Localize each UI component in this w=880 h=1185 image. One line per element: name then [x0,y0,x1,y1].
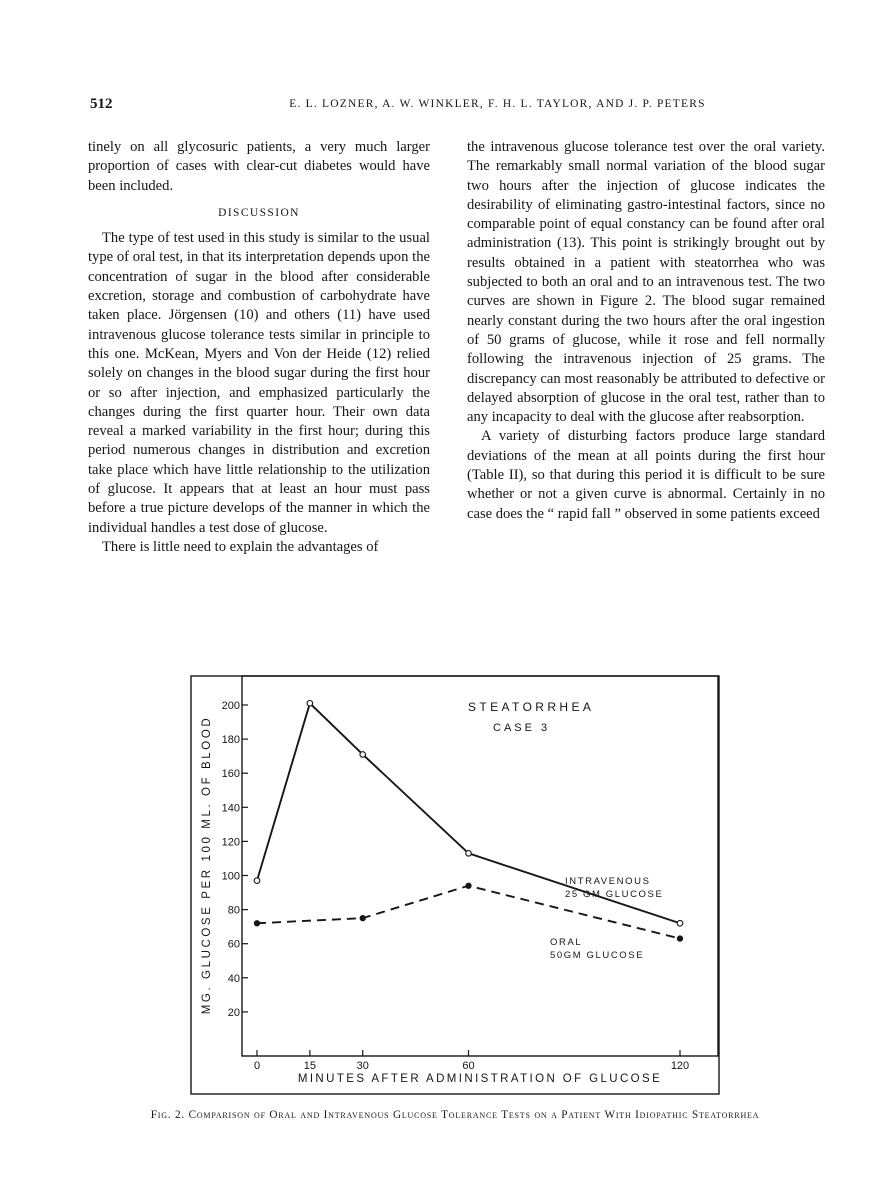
series-point-0 [360,752,366,758]
running-head: E. L. LOZNER, A. W. WINKLER, F. H. L. TAYLOR, AND J. P. PETERS [289,98,706,110]
figure-caption [150,1107,760,1124]
page-header [90,96,825,118]
series-label-0-line2: 25 GM GLUCOSE [565,889,664,900]
series-point-0 [307,700,313,706]
series-label-0-line1: INTRAVENOUS [565,876,651,887]
plot-box [242,676,718,1056]
left-para-continued: tinely on all glycosuric patients, a very much larger proportion of cases with clear-cut diabetes would have been included. [88,139,430,194]
y-tick-label: 40 [227,972,240,985]
caption-lead: Fig. 2. [150,1109,185,1121]
y-tick-label: 180 [221,734,240,747]
series-point-0 [677,920,683,926]
y-tick-label: 80 [227,904,240,917]
y-tick-label: 120 [221,836,240,849]
figure-2 [190,675,720,1095]
x-tick-label: 15 [303,1060,316,1072]
series-label-1-line2: 50GM GLUCOSE [550,950,645,961]
series-point-1 [360,916,365,921]
glucose-tolerance-chart [190,675,720,1095]
series-point-1 [254,921,259,926]
left-para-2: There is little need to explain the advantages of [102,538,379,555]
x-tick-label: 30 [356,1060,369,1072]
y-tick-label: 100 [221,870,240,883]
series-point-1 [466,883,471,888]
y-tick-label: 20 [227,1006,240,1019]
y-tick-label: 140 [221,802,240,815]
section-heading-discussion: DISCUSSION [218,206,300,219]
right-para-continued: the intravenous glucose tolerance test over the oral variety. The remarkably small normal variation of the blood sugar two hours after the injection of glucose indicates the desirability of eliminating gastro-intestinal factors, since no comparable point of equal constancy can be found after oral administration (13). This point is strikingly brought out by results obtained in a patient with steatorrhea who was subjected to both an oral and to an intravenous test. The two curves are shown in Figure 2. The blood sugar remained nearly constant during the two hours after the oral ingestion of 50 grams of glucose, while it rose and fell normally following the intravenous injection of 25 grams. The discrepancy can most reasonably be attributed to defective or delayed absorption of glucose in the oral test, rather than to any incapacity to deal with the glucose after reabsorption. [467,139,825,426]
series-point-0 [254,878,260,884]
right-para-1: A variety of disturbing factors produce large standard deviations of the mean at all points during the first hour (Table II), so that during this period it is difficult to be sure whether or not a given curve is abnormal. Certainly in no case does the “ rapid fall ” observed in some patients exceed [467,428,825,522]
series-point-1 [677,936,682,941]
chart-subtitle: CASE 3 [493,722,551,734]
x-tick-label: 0 [253,1060,261,1072]
x-axis-label: MINUTES AFTER ADMINISTRATION OF GLUCOSE [297,1073,663,1085]
right-column [467,138,825,524]
y-tick-label: 160 [221,768,240,781]
y-tick-label: 60 [227,938,240,951]
caption-text: Comparison of Oral and Intravenous Glucose Tolerance Tests on a Patient With Idiopathic Steatorrhea [188,1109,760,1121]
chart-marks [222,700,690,1072]
series-point-0 [466,851,472,857]
left-para-1: The type of test used in this study is similar to the usual type of oral test, in that its interpretation depends upon the concentration of sugar in the blood after considerable excretion, storage and combustion of carbohydrate have taken place. Jörgensen (10) and others (11) have used intravenous glucose tolerance tests similar in principle to this one. McKean, Myers and Von der Heide (12) relied solely on changes in the blood sugar during the first hour or so after injection, and emphasized particularly the changes during the first quarter hour. Their own data reveal a marked variability in the first hour; during this period numerous changes in distribution and excretion take place which have little relationship to the utilization of glucose. It appears that at least an hour must pass before a true picture develops of the manner in which the individual handles a test dose of glucose. [88,230,430,536]
y-tick-label: 200 [221,700,240,712]
left-column [88,138,430,557]
series-label-1-line1: ORAL [550,937,583,948]
x-tick-label: 60 [462,1060,475,1072]
page-number: 512 [90,96,113,112]
chart-title: STEATORRHEA [468,700,595,714]
y-axis-label: MG. GLUCOSE PER 100 ML. OF BLOOD [201,715,213,1015]
x-tick-label: 120 [670,1060,690,1072]
